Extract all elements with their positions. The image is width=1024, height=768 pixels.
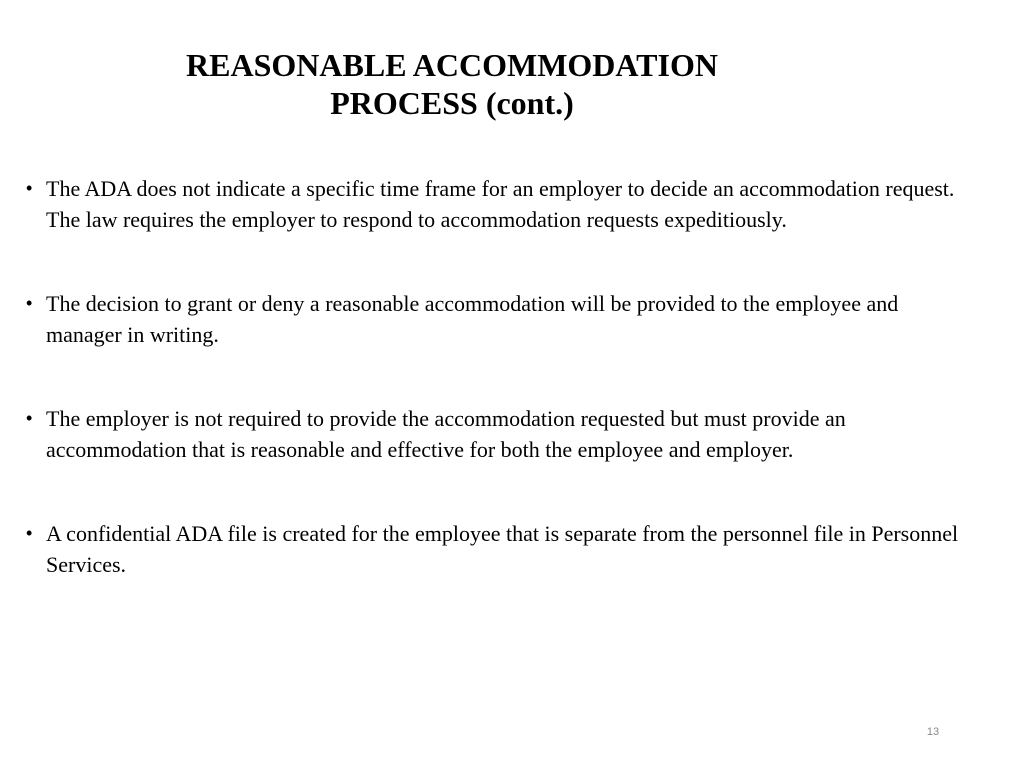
bullet-item [26, 403, 966, 465]
bullet-text: The ADA does not indicate a specific time frame for an employer to decide an accommodation request. The law requires the employer to respond to accommodation requests expeditiously. [46, 176, 955, 232]
bullet-icon: • [26, 408, 33, 428]
bullet-icon: • [26, 523, 33, 543]
bullet-item [26, 518, 966, 580]
bullet-icon: • [26, 293, 33, 313]
bullet-icon: • [26, 178, 33, 198]
bullet-text: The decision to grant or deny a reasonable accommodation will be provided to the employee and manager in writing. [46, 291, 899, 347]
bullet-item [26, 288, 966, 350]
bullet-text: The employer is not required to provide the accommodation requested but must provide an accommodation that is reasonable and effective for both the employee and employer. [46, 406, 846, 462]
bullet-list [26, 173, 966, 580]
page-number: 13 [926, 726, 940, 738]
bullet-item [26, 173, 966, 235]
slide-title [150, 46, 754, 122]
slide-title-line-1: REASONABLE ACCOMMODATION [186, 47, 718, 83]
slide-title-line-2: PROCESS (cont.) [330, 85, 574, 121]
bullet-text: A confidential ADA file is created for the employee that is separate from the personnel file in Personnel Services. [46, 521, 959, 577]
